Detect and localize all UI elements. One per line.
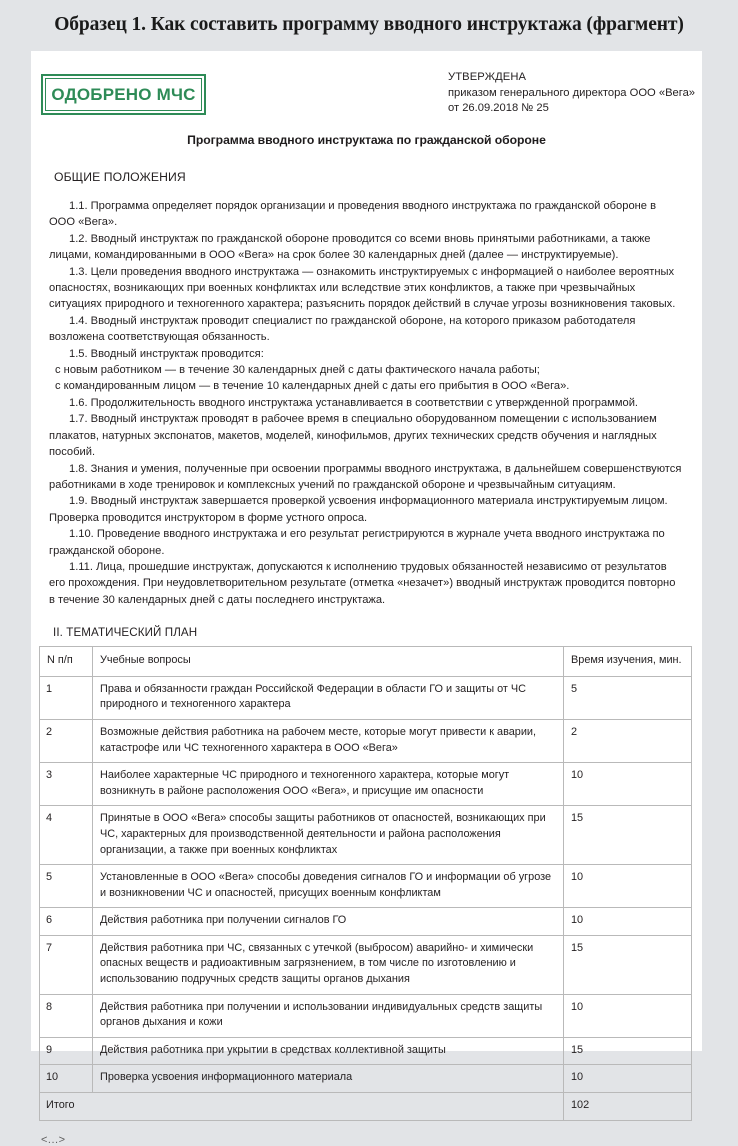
approval-block	[448, 70, 695, 117]
general-provisions-text	[49, 198, 684, 608]
thematic-plan-heading: II. ТЕМАТИЧЕСКИЙ ПЛАН	[53, 626, 198, 640]
cell-time: 10	[564, 865, 692, 908]
column-header-time: Время изучения, мин.	[564, 647, 692, 677]
cell-number: 4	[40, 806, 93, 865]
cell-question: Действия работника при получении сигналов ГО	[93, 908, 564, 936]
cell-question: Проверка усвоения информационного материала	[93, 1065, 564, 1093]
table-row	[40, 994, 692, 1037]
table-row	[40, 763, 692, 806]
program-subtitle: Программа вводного инструктажа по гражданской обороне	[187, 133, 546, 147]
paragraph-1-5-item-1: с новым работником — в течение 30 календарных дней с даты фактического начала работы;	[55, 364, 540, 377]
document-header	[31, 51, 702, 123]
approved-stamp	[41, 74, 206, 115]
continuation-marker: <...>	[41, 1133, 66, 1146]
approval-line-1: УТВЕРЖДЕНА	[448, 71, 527, 83]
paragraph-1-5-item-2: с командированным лицом — в течение 10 календарных дней с даты его прибытия в ООО «Вега».	[55, 380, 570, 393]
section-heading-general: ОБЩИЕ ПОЛОЖЕНИЯ	[54, 170, 186, 184]
document-sheet	[31, 51, 702, 1146]
paragraph-1-11: 1.11. Лица, прошедшие инструктаж, допускаются к исполнению трудовых обязанностей независимо от результатов его прохождения. При неудовлетворительном результате (отметка «незачет») вводный инструктаж проводится повторно в течение 30 календарных дней с даты последнего инструктажа.	[49, 560, 676, 606]
approval-line-3: от 26.09.2018 № 25	[448, 102, 549, 114]
cell-time: 15	[564, 1037, 692, 1065]
approved-stamp-label: ОДОБРЕНО МЧС	[51, 84, 196, 104]
page-title: Образец 1. Как составить программу вводного инструктажа (фрагмент)	[54, 14, 684, 35]
paragraph-1-9: 1.9. Вводный инструктаж завершается проверкой усвоения информационного материала инструктируемым лицом. Проверка проводится инструктором в форме устного опроса.	[49, 495, 668, 524]
cell-time: 5	[564, 676, 692, 719]
cell-number: 6	[40, 908, 93, 936]
cell-time: 10	[564, 763, 692, 806]
cell-time: 2	[564, 719, 692, 762]
paragraph-1-7: 1.7. Вводный инструктаж проводят в рабочее время в специально оборудованном помещении с использованием плакатов, натурных экспонатов, макетов, моделей, кинофильмов, других технических средств обучения и наглядных пособий.	[49, 413, 657, 459]
cell-question: Действия работника при ЧС, связанных с утечкой (выбросом) аварийно- и химически опасных веществ и радиоактивным загрязнением, в том числе по изготовлению и использованию подручных средств защиты органов дыхания	[93, 935, 564, 994]
paragraph-1-4: 1.4. Вводный инструктаж проводит специалист по гражданской обороне, на которого приказом работодателя возложена соответствующая обязанность.	[49, 314, 636, 344]
cell-number: 3	[40, 763, 93, 806]
paragraph-1-10: 1.10. Проведение вводного инструктажа и его результат регистрируются в журнале учета вводного инструктажа по гражданской обороне.	[49, 528, 665, 557]
table-row	[40, 676, 692, 719]
table-row	[40, 865, 692, 908]
paragraph-1-5: 1.5. Вводный инструктаж проводится:	[69, 347, 264, 360]
table-row	[40, 1065, 692, 1093]
cell-number: 7	[40, 935, 93, 994]
paragraph-1-3: 1.3. Цели проведения вводного инструктажа — ознакомить инструктируемых с информацией о наиболее вероятных опасностях, возникающих при военных конфликтах или вследствие этих конфликтов, а также при чрезвычайных ситуациях природного и техногенного характера; разъяснить порядок действий в случае угрозы возникновения таковых.	[49, 265, 676, 311]
table-total-row	[40, 1093, 692, 1121]
table-row	[40, 1037, 692, 1065]
cell-number: 9	[40, 1037, 93, 1065]
cell-question: Возможные действия работника на рабочем месте, которые могут привести к аварии, катастрофе или ЧС техногенного характера в ООО «Вега»	[93, 719, 564, 762]
cell-question: Права и обязанности граждан Российской Федерации в области ГО и защиты от ЧС природного и техногенного характера	[93, 676, 564, 719]
table-row	[40, 935, 692, 994]
table-row	[40, 806, 692, 865]
cell-time: 10	[564, 908, 692, 936]
paragraph-1-8: 1.8. Знания и умения, полученные при освоении программы вводного инструктажа, в дальнейшем совершенствуются работниками в ходе тренировок и комплексных учений по гражданской обороне и чрезвычайным ситуациям.	[49, 462, 682, 491]
paragraph-1-2: 1.2. Вводный инструктаж по гражданской обороне проводится со всеми вновь принятыми работниками, а также лицами, командированными в ООО «Вега» на срок более 30 календарных дней (далее — инструктируемые).	[49, 232, 651, 262]
approval-line-2: приказом генерального директора ООО «Вега»	[448, 86, 696, 99]
total-time: 102	[564, 1093, 692, 1121]
paragraph-1-6: 1.6. Продолжительность вводного инструктажа устанавливается в соответствии с утвержденной программой.	[69, 396, 639, 409]
cell-number: 1	[40, 676, 93, 719]
cell-number: 5	[40, 865, 93, 908]
table-row	[40, 719, 692, 762]
thematic-plan-table	[39, 646, 692, 1120]
table-row	[40, 908, 692, 936]
cell-question: Действия работника при укрытии в средствах коллективной защиты	[93, 1037, 564, 1065]
cell-number: 10	[40, 1065, 93, 1093]
cell-question: Наиболее характерные ЧС природного и техногенного характера, которые могут возникнуть в районе расположения ООО «Вега», и присущие им опасности	[93, 763, 564, 806]
column-header-number: N п/п	[40, 647, 93, 677]
cell-question: Установленные в ООО «Вега» способы доведения сигналов ГО и информации об угрозе и возникновении ЧС и опасностей, присущих военным конфликтам	[93, 865, 564, 908]
table-header-row	[40, 647, 692, 677]
cell-question: Действия работника при получении и использовании индивидуальных средств защиты органов дыхания и кожи	[93, 994, 564, 1037]
cell-time: 10	[564, 994, 692, 1037]
total-label: Итого	[40, 1093, 564, 1121]
cell-question: Принятые в ООО «Вега» способы защиты работников от опасностей, возникающих при ЧС, характерных для производственной деятельности и района расположения организации, а также при военных конфликтах	[93, 806, 564, 865]
cell-time: 10	[564, 1065, 692, 1093]
cell-number: 2	[40, 719, 93, 762]
cell-number: 8	[40, 994, 93, 1037]
paragraph-1-1: 1.1. Программа определяет порядок организации и проведения вводного инструктажа по гражданской обороне в ООО «Вега».	[49, 200, 657, 229]
column-header-question: Учебные вопросы	[93, 647, 564, 677]
cell-time: 15	[564, 935, 692, 994]
cell-time: 15	[564, 806, 692, 865]
